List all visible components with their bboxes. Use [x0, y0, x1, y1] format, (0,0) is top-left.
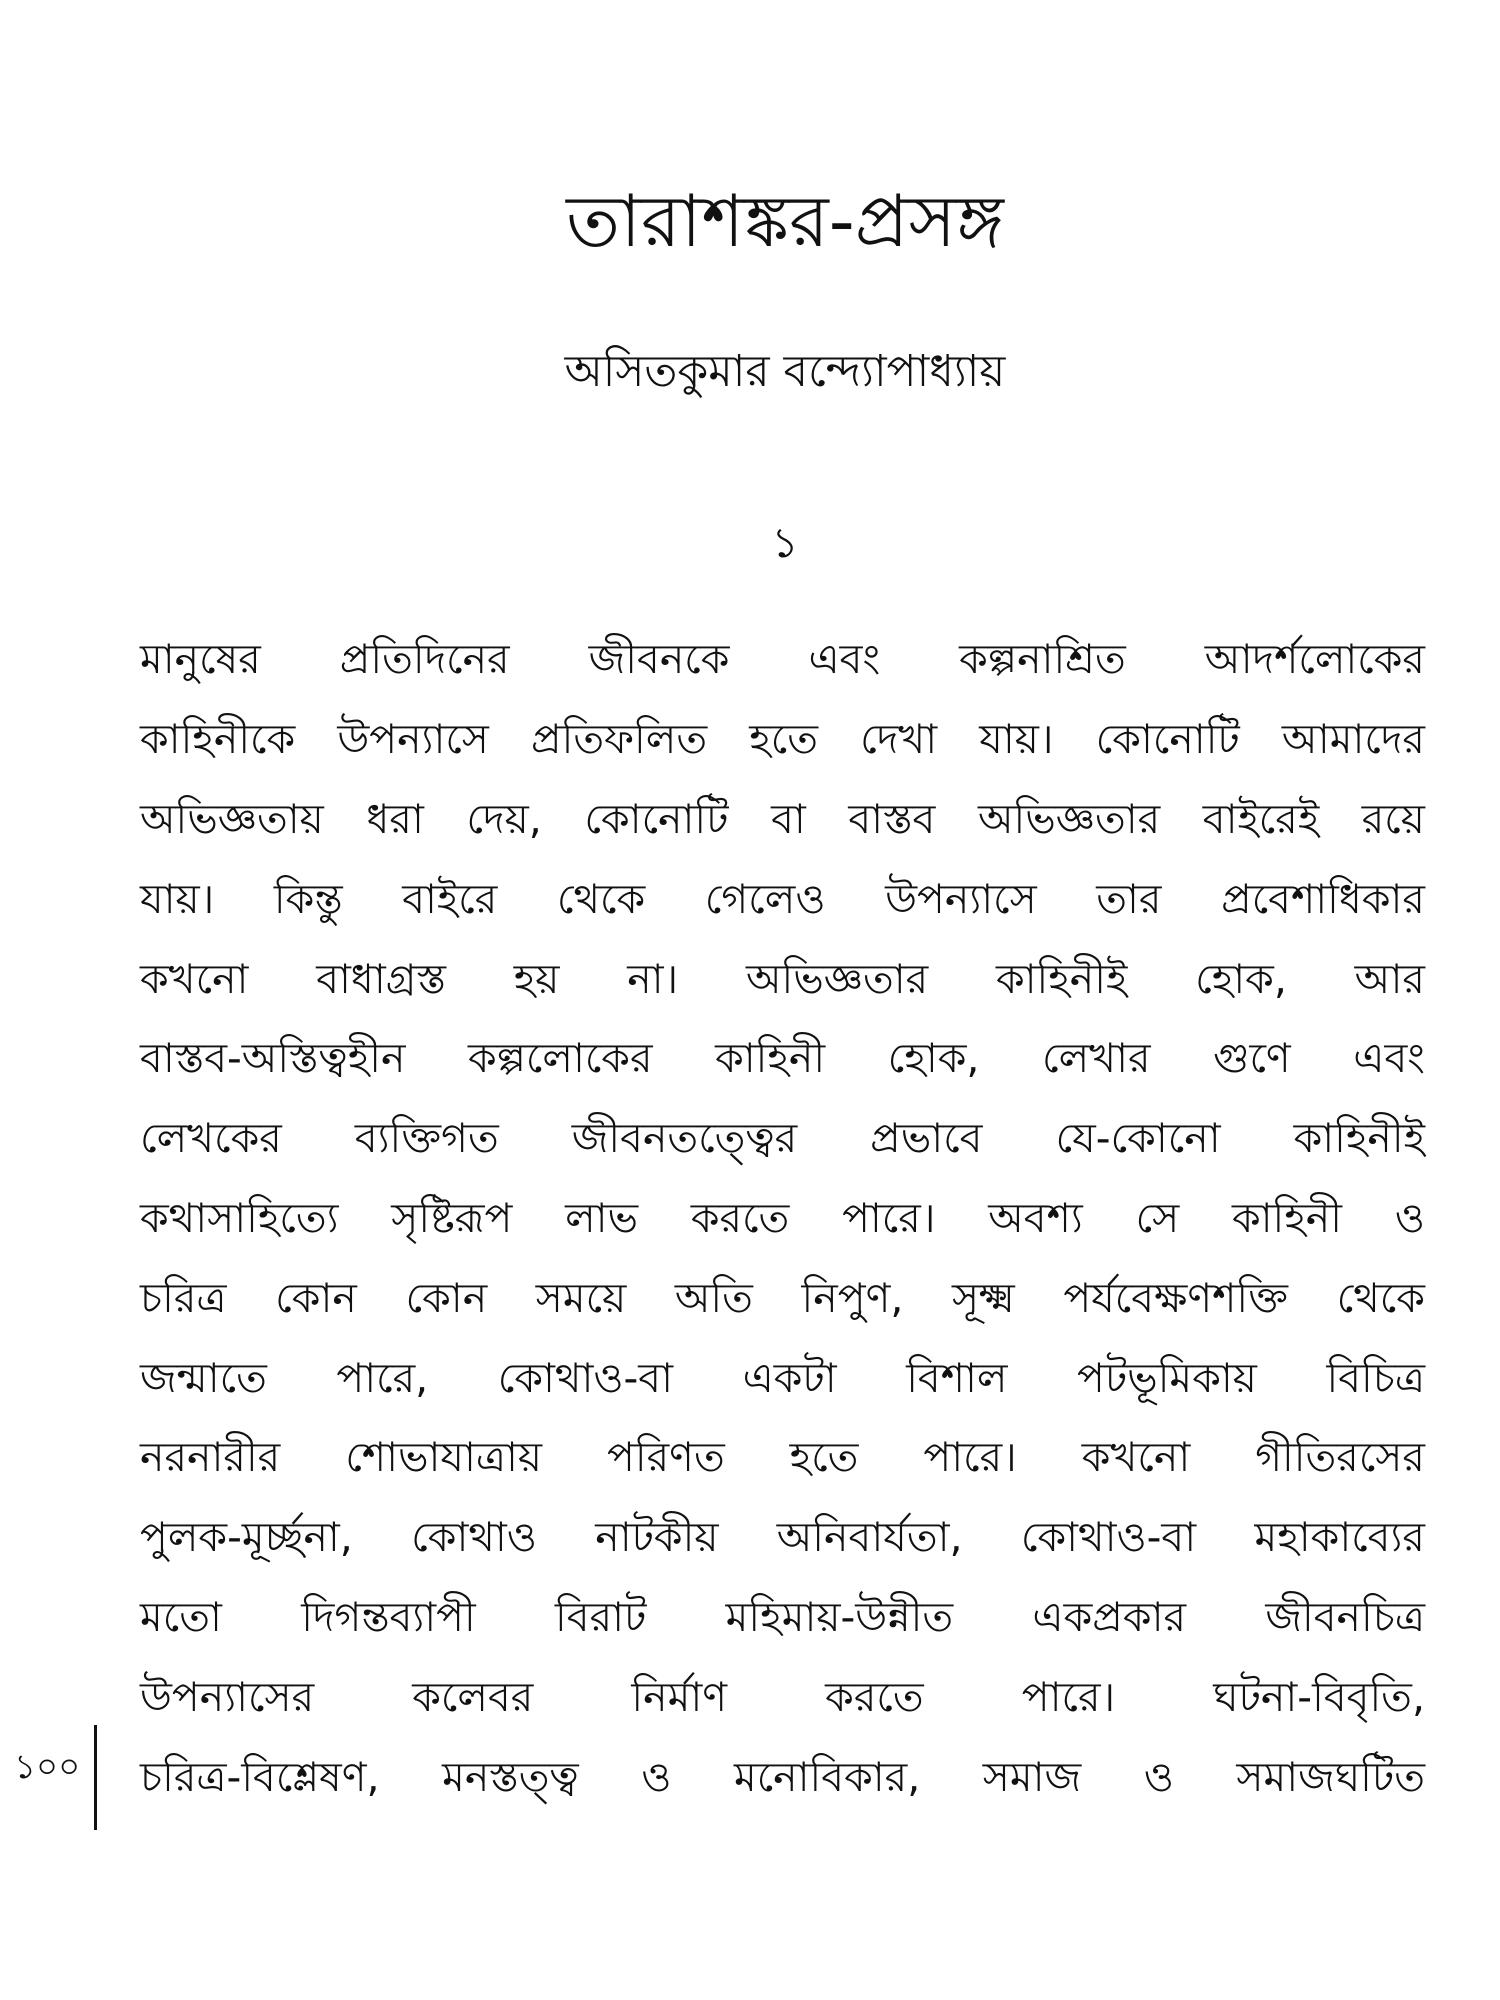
text-word: সে: [1135, 1193, 1180, 1242]
text-word: প্রভাবে: [870, 1114, 983, 1163]
text-word: পরিণত: [607, 1433, 725, 1482]
text-word: কখনো: [140, 954, 249, 1003]
text-word: মনোবিকার,: [733, 1752, 921, 1801]
text-word: পারে।: [923, 1433, 1017, 1482]
text-word: উপন্যাসের: [140, 1672, 315, 1721]
text-word: কলেবর: [412, 1672, 534, 1721]
text-line: [140, 1338, 1425, 1418]
text-word: কল্পনাশ্রিত: [959, 635, 1126, 684]
text-line: [140, 1498, 1425, 1578]
section-number: ১: [771, 518, 799, 567]
text-word: অভিজ্ঞতায়: [140, 794, 324, 843]
text-word: শোভাযাত্রায়: [345, 1433, 543, 1482]
text-word: কিন্তু: [273, 874, 343, 923]
text-word: সময়ে: [535, 1273, 627, 1322]
page-number: ১০০: [14, 1747, 81, 1787]
text-word: দেয়,: [466, 794, 542, 843]
text-word: অবশ্য: [988, 1193, 1083, 1242]
text-word: বাস্তব-অস্তিত্বহীন: [140, 1034, 406, 1083]
text-word: ধরা: [366, 794, 424, 843]
text-word: এবং: [1353, 1034, 1425, 1083]
text-word: নাটকীয়: [595, 1513, 719, 1562]
text-word: দেখা: [860, 715, 938, 764]
text-word: ও: [1143, 1752, 1174, 1801]
text-line: [140, 1019, 1425, 1099]
text-word: কাহিনীকে: [140, 715, 296, 764]
text-word: করতে: [825, 1672, 924, 1721]
text-word: পর্যবেক্ষণশক্তি: [1063, 1273, 1288, 1322]
text-word: সমাজ: [982, 1752, 1082, 1801]
text-word: অভিজ্ঞতার: [977, 794, 1161, 843]
text-word: বাস্তব: [848, 794, 936, 843]
text-word: রয়ে: [1361, 794, 1425, 843]
author-name: অসিতকুমার বন্দ্যোপাধ্যায়: [564, 346, 1006, 397]
text-word: বাধাগ্রস্ত: [316, 954, 446, 1003]
text-line: [140, 620, 1425, 700]
text-word: সূক্ষ্ম: [952, 1273, 1015, 1322]
text-word: মহাকাব্যের: [1254, 1513, 1425, 1562]
text-word: মানুষের: [140, 635, 261, 684]
text-word: তার: [1096, 874, 1162, 923]
text-word: নরনারীর: [140, 1433, 281, 1482]
text-word: মহিমায়-উন্নীত: [725, 1592, 954, 1641]
text-line: [140, 700, 1425, 780]
text-line: [140, 859, 1425, 939]
text-word: ব্যক্তিগত: [354, 1114, 499, 1163]
text-word: বিশাল: [906, 1353, 1008, 1402]
text-word: লেখকের: [140, 1114, 282, 1163]
text-word: আমাদের: [1281, 715, 1425, 764]
text-line: [140, 1737, 1425, 1817]
text-line: [140, 1578, 1425, 1658]
text-word: পারে,: [336, 1353, 429, 1402]
text-word: গীতিরসের: [1255, 1433, 1425, 1482]
margin-rule: [94, 1725, 97, 1830]
text-word: কখনো: [1081, 1433, 1191, 1482]
text-line: [140, 939, 1425, 1019]
text-word: কোথাও-বা: [1020, 1513, 1197, 1562]
text-line: [140, 780, 1425, 860]
text-word: নির্মাণ: [631, 1672, 728, 1721]
text-line: [140, 1099, 1425, 1179]
text-word: একটা: [742, 1353, 837, 1402]
text-word: কাহিনীই: [995, 954, 1128, 1003]
text-word: লেখার: [1041, 1034, 1151, 1083]
text-word: প্রবেশাধিকার: [1221, 874, 1425, 923]
text-word: উপন্যাসে: [337, 715, 489, 764]
text-line: [140, 1418, 1425, 1498]
text-word: না।: [627, 954, 679, 1003]
text-word: আদর্শলোকের: [1204, 635, 1425, 684]
text-word: বা: [771, 794, 806, 843]
text-word: চরিত্র: [140, 1273, 227, 1322]
page-title: তারাশঙ্কর-প্রসঙ্গ: [566, 179, 1004, 263]
text-word: কাহিনীই: [1293, 1114, 1425, 1163]
text-word: কোন: [405, 1273, 488, 1322]
text-word: কোনোটি: [1095, 715, 1240, 764]
text-word: প্রতিদিনের: [339, 635, 510, 684]
text-word: হতে: [789, 1433, 859, 1482]
text-word: ও: [1394, 1193, 1425, 1242]
text-word: দিগন্তব্যাপী: [301, 1592, 476, 1641]
text-word: বিচিত্র: [1326, 1353, 1425, 1402]
text-word: মতো: [140, 1592, 222, 1641]
text-word: পুলক-মূর্চ্ছনা,: [140, 1513, 353, 1562]
text-word: হয়: [513, 954, 560, 1003]
text-word: থেকে: [556, 874, 646, 923]
text-word: কোনোটি: [584, 794, 729, 843]
text-word: বাইরে: [402, 874, 498, 923]
text-line: [140, 1258, 1425, 1338]
text-word: জন্মাতে: [140, 1353, 267, 1402]
text-word: লাভ: [565, 1193, 639, 1242]
text-word: বাইরেই: [1202, 794, 1320, 843]
text-word: অনিবার্যতা,: [776, 1513, 963, 1562]
text-word: আর: [1354, 954, 1425, 1003]
text-word: এবং: [808, 635, 881, 684]
body-paragraph: [140, 620, 1425, 1817]
text-word: অভিজ্ঞতার: [745, 954, 929, 1003]
text-word: গেলেও: [704, 874, 826, 923]
text-word: কোথাও-বা: [497, 1353, 674, 1402]
text-word: চরিত্র-বিশ্লেষণ,: [140, 1752, 380, 1801]
text-word: পটভূমিকায়: [1076, 1353, 1257, 1402]
text-word: সমাজঘটিত: [1236, 1752, 1425, 1801]
text-word: সৃষ্টিরূপ: [391, 1193, 513, 1242]
text-word: ও: [641, 1752, 672, 1801]
text-word: উপন্যাসে: [885, 874, 1037, 923]
text-word: জীবনচিত্র: [1265, 1592, 1425, 1641]
text-word: হোক,: [1195, 954, 1287, 1003]
text-word: গুণে: [1213, 1034, 1291, 1083]
text-word: পারে।: [1021, 1672, 1116, 1721]
text-word: মনস্তত্ত্ব: [442, 1752, 579, 1801]
text-word: কথাসাহিত্যে: [140, 1193, 339, 1242]
text-word: যায়।: [140, 874, 215, 923]
text-word: প্রতিফলিত: [531, 715, 708, 764]
text-word: কোথাও: [411, 1513, 537, 1562]
text-word: জীবনতত্ত্বের: [571, 1114, 798, 1163]
text-word: কাহিনী: [715, 1034, 826, 1083]
text-word: পারে।: [842, 1193, 936, 1242]
text-word: একপ্রকার: [1032, 1592, 1187, 1641]
text-word: ঘটনা-বিবৃতি,: [1213, 1672, 1425, 1721]
text-line: [140, 1657, 1425, 1737]
text-word: নিপুণ,: [801, 1273, 904, 1322]
text-word: কোন: [275, 1273, 357, 1322]
text-word: যে-কোনো: [1055, 1114, 1221, 1163]
text-word: অতি: [674, 1273, 753, 1322]
text-word: বিরাট: [555, 1592, 647, 1641]
text-word: থেকে: [1336, 1273, 1425, 1322]
text-word: জীবনকে: [588, 635, 730, 684]
text-word: হোক,: [887, 1034, 980, 1083]
text-word: যায়।: [979, 715, 1054, 764]
text-word: কাহিনী: [1231, 1193, 1343, 1242]
text-word: কল্পলোকের: [467, 1034, 653, 1083]
text-word: করতে: [690, 1193, 790, 1242]
text-word: হতে: [749, 715, 818, 764]
text-line: [140, 1179, 1425, 1259]
